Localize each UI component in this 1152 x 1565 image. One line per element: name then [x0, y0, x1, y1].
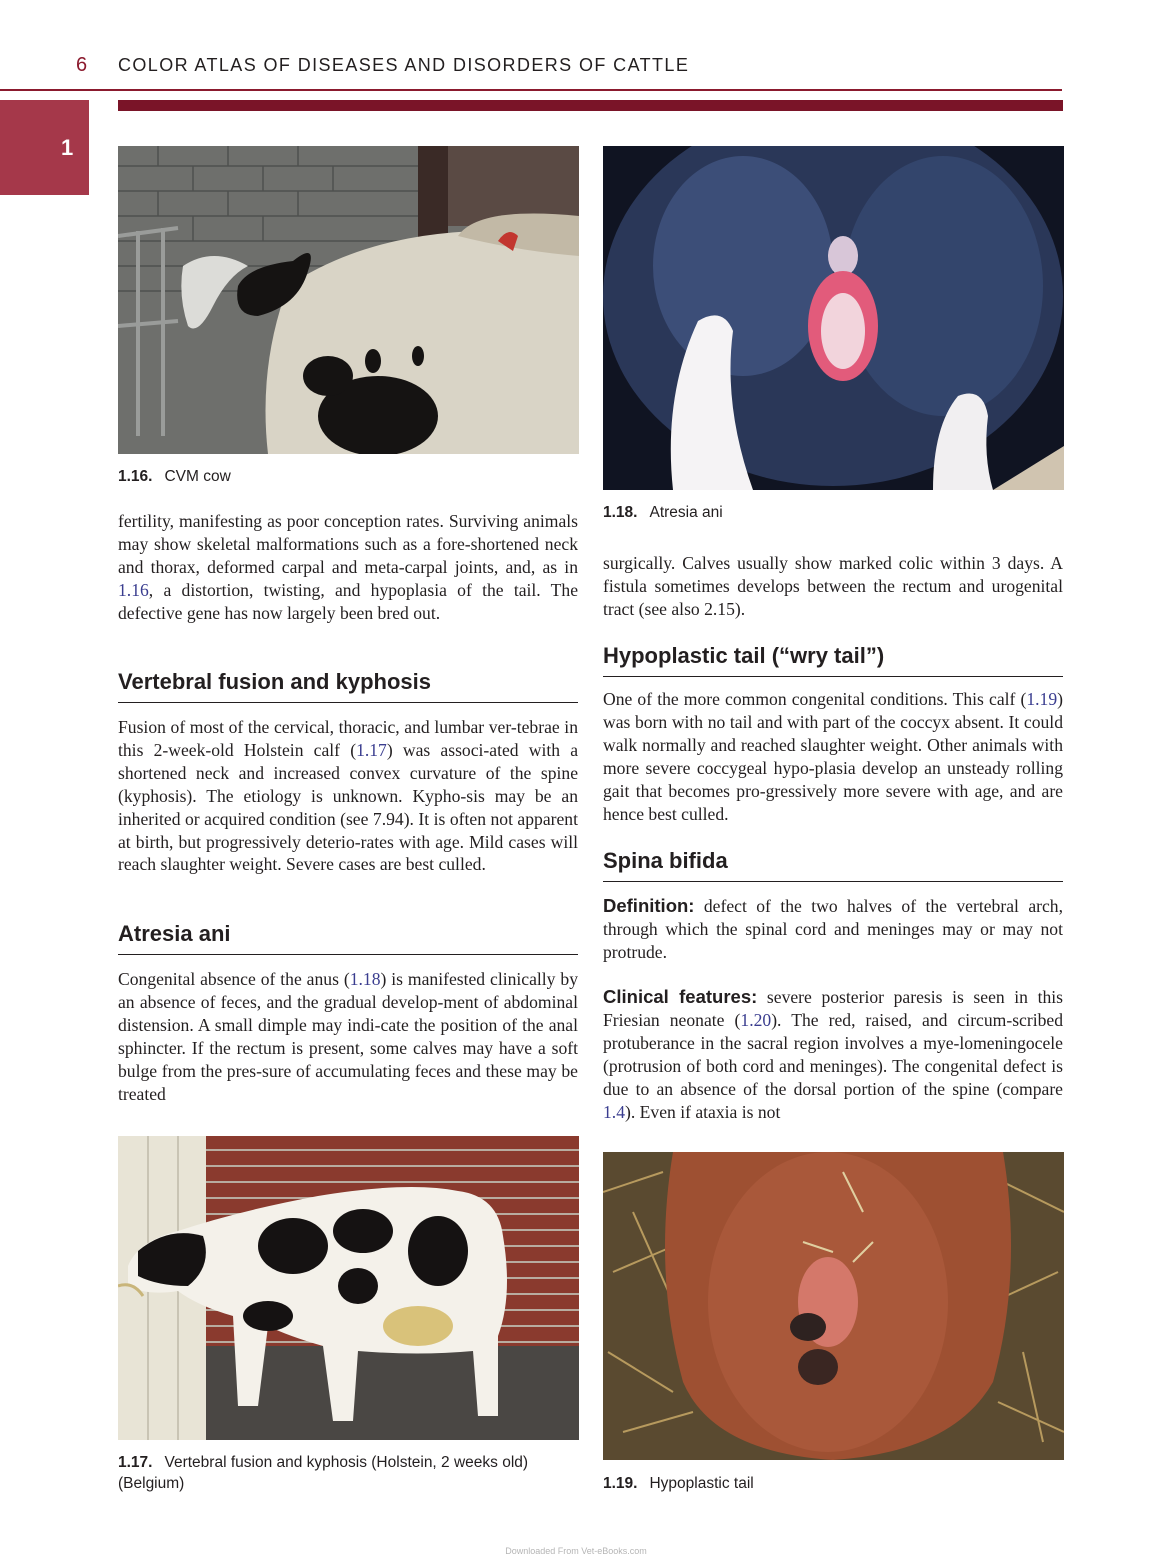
- chapter-tab: [0, 100, 89, 195]
- figure-1-16-photo: [118, 146, 579, 454]
- text-run: , a distortion, twisting, and hypoplasia of the tail. The defective gene has now largely been bred out.: [118, 579, 578, 623]
- caption-text: Vertebral fusion and kyphosis (Holstein, 2 weeks old) (Belgium): [118, 1454, 529, 1492]
- figure-1-16-caption: [118, 466, 579, 487]
- figure-number: 1.19.: [603, 1475, 638, 1492]
- heading-hypoplastic-tail: Hypoplastic tail (“wry tail”): [603, 642, 1063, 677]
- text-run: ) was born with no tail and with part of the coccyx absent. It could walk normally and reached slaughter weight. Other animals with more severe coccygeal hypo-plasia develop an unsteady rolling gait that becomes pro-gressively more severe with age, and are hence best culled.: [603, 689, 1063, 824]
- paragraph-atresia-continued: surgically. Calves usually show marked colic within 3 days. A fistula sometimes develops between the rectum and urogenital tract (see also 2.15).: [603, 553, 1063, 619]
- figure-1-18-caption: [603, 502, 1064, 523]
- text-run: Fusion of most of the cervical, thoracic, and lumbar ver-tebrae in this 2-week-old Holstein calf (: [118, 717, 578, 760]
- heading-vertebral-fusion: Vertebral fusion and kyphosis: [118, 668, 578, 703]
- paragraph-intro: [118, 510, 578, 625]
- page-number: 6: [76, 54, 88, 76]
- figure-number: 1.17.: [118, 1454, 153, 1471]
- paragraph-atresia-ani: [118, 968, 578, 1105]
- caption-text: CVM cow: [164, 468, 231, 485]
- figure-number: 1.16.: [118, 468, 153, 485]
- figure-link[interactable]: 1.20: [740, 1009, 772, 1030]
- figure-1-17-caption: [118, 1452, 579, 1494]
- text-run: One of the more common congenital conditions. This calf (: [603, 689, 1027, 709]
- text-run: ). Even if ataxia is not: [625, 1101, 781, 1122]
- clinical-features-label: Clinical features:: [603, 986, 758, 1007]
- chapter-number: 1: [61, 135, 74, 160]
- caption-text: Atresia ani: [649, 504, 723, 521]
- caption-text: Hypoplastic tail: [649, 1475, 754, 1492]
- text-run: ) is manifested clinically by an absence of feces, and the gradual develop-ment of abdominal distension. A small dimple may indi-cate the position of the anal sphincter. If the rectum is present, some calves may have a soft bulge from the pres-sure of accumulating feces and these may be treated: [118, 969, 578, 1104]
- figure-1-18-photo: [603, 146, 1064, 490]
- download-footer: Downloaded From Vet-eBooks.com: [505, 1546, 647, 1556]
- heading-atresia-ani: Atresia ani: [118, 920, 578, 955]
- figure-link[interactable]: 1.17: [356, 739, 387, 760]
- text-run: defect of the two halves of the vertebral arch, through which the spinal cord and meninges may or may not protrude.: [603, 896, 1063, 962]
- figure-1-17-photo: [118, 1136, 579, 1440]
- figure-number: 1.18.: [603, 504, 638, 521]
- header-band: [118, 100, 1063, 111]
- text-run: Congenital absence of the anus (: [118, 969, 350, 989]
- heading-spina-bifida: Spina bifida: [603, 847, 1063, 882]
- figure-link[interactable]: 1.18: [349, 969, 381, 989]
- figure-link[interactable]: 1.16: [118, 579, 149, 600]
- header-rule: [0, 89, 1062, 91]
- text-run: fertility, manifesting as poor conception rates. Surviving animals may show skeletal malformations such as a fore-shortened neck and thorax, deformed carpal and meta-carpal joints, and, as in: [118, 511, 578, 577]
- figure-1-19-caption: [603, 1473, 1064, 1494]
- text-run: ). The red, raised, and circum-scribed protuberance in the sacral region involves a mye-lomeningocele (protrusion of both cord and meninges). The congenital defect is due to an absence of the dorsal portion of the spine (compare: [603, 1009, 1064, 1099]
- text-run: severe posterior paresis is seen in this Friesian neonate (: [603, 987, 1064, 1030]
- text-run: ) was associ-ated with a shortened neck and increased convex curvature of the spine (kyphosis). The etiology is unknown. Kypho-sis may be an inherited or acquired condition (see 7.94). It is often not apparent at birth, but progressively deterio-rates with age. Mild cases will reach slaughter weight. Severe cases are best culled.: [118, 739, 578, 875]
- definition-label: Definition:: [603, 895, 695, 916]
- paragraph-spina-clinical: [603, 986, 1063, 1123]
- running-header-title: COLOR ATLAS OF DISEASES AND DISORDERS OF CATTLE: [118, 55, 690, 75]
- figure-link[interactable]: 1.4: [603, 1101, 625, 1122]
- figure-link[interactable]: 1.19: [1026, 689, 1058, 709]
- paragraph-spina-definition: [603, 895, 1063, 964]
- paragraph-vertebral-fusion: [118, 716, 578, 876]
- figure-1-19-photo: [603, 1152, 1064, 1460]
- paragraph-hypoplastic-tail: [603, 688, 1063, 825]
